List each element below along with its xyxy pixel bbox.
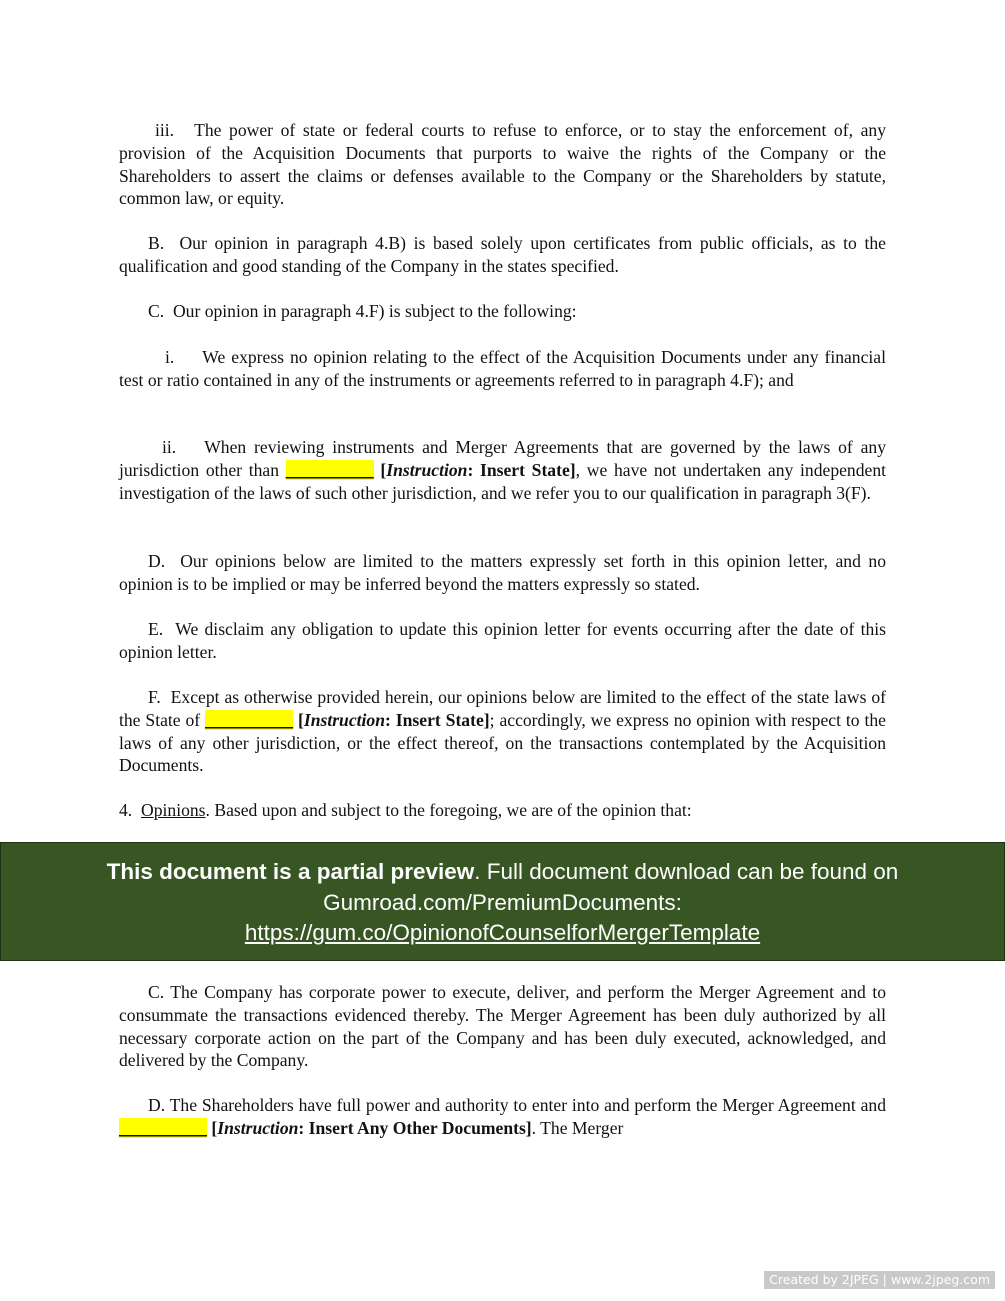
paragraph-text: , we have not undertaken any independent investigation of the laws of such other jurisdiction, and we refer you to our qualification in paragraph 3(F). <box>119 459 887 503</box>
paragraph-text: ; accordingly, we express no opinion with respect to the laws of any other jurisdiction, or the effect thereof, on the transactions contemplated by the Acquisition Documents. <box>119 709 886 776</box>
paragraph-text: When reviewing instruments and Merger Agreements that are governed by the laws of any jurisdiction other than <box>119 437 886 480</box>
paragraph-iii <box>119 119 886 210</box>
paragraph-text: We disclaim any obligation to update this opinion letter for events occurring after the date of this opinion letter. <box>119 619 886 662</box>
list-label: ii. <box>162 437 177 457</box>
list-label: i. <box>165 347 175 367</box>
paragraph-text: The Company has corporate power to execute, deliver, and perform the Merger Agreement and to consummate the transactions evidenced thereby. The Merger Agreement has been duly authorized by all necessary corporate action on the part of the Company and has been duly executed, acknowledged, and delivered by the Company. <box>119 982 886 1071</box>
blank-field: __________ <box>119 1117 207 1138</box>
paragraph-text: Except as otherwise provided herein, our opinions below are limited to the effect of the state laws of the State of <box>119 687 887 730</box>
banner-bold-text: This document is a partial preview <box>106 859 475 884</box>
list-label: C. <box>148 301 165 321</box>
instruction-tag: [Instruction: Insert State] <box>297 709 490 730</box>
list-label: B. <box>148 233 165 253</box>
paragraph-d <box>119 550 886 596</box>
paragraph-text: The power of state or federal courts to refuse to enforce, or to stay the enforcement of, any provision of the Acquisition Documents that purports to waive the rights of the Company or the Shareholders to assert the claims or defenses available to the Company or the Shareholders by statute, common law, or equity. <box>119 120 886 209</box>
paragraph-f <box>119 686 886 777</box>
paragraph-4c <box>119 981 886 1072</box>
preview-banner <box>0 842 1005 961</box>
blank-field: __________ <box>285 459 374 480</box>
paragraph-c <box>119 300 886 323</box>
instruction-tag: [Instruction: Insert Any Other Documents] <box>211 1117 532 1138</box>
paragraph-text: We express no opinion relating to the effect of the Acquisition Documents under any financial test or ratio contained in any of the instruments or agreements referred to in paragraph 4.F); and <box>119 347 886 390</box>
paragraph-text: Our opinion in paragraph 4.F) is subject to the following: <box>172 301 577 321</box>
list-label: iii. <box>155 120 175 140</box>
list-label: F. <box>148 687 161 707</box>
list-label: D. <box>148 551 166 571</box>
watermark-label: Created by 2JPEG | www.2jpeg.com <box>764 1271 995 1289</box>
list-label: D. <box>148 1095 166 1115</box>
section-heading: Opinions <box>141 800 206 820</box>
banner-text: . Full document download can be found on Gumroad.com/PremiumDocuments: <box>323 859 899 915</box>
paragraph-b <box>119 232 886 278</box>
blank-field: __________ <box>205 709 294 730</box>
paragraph-4-opinions <box>119 799 886 822</box>
section-number: 4. <box>119 800 133 820</box>
list-label: C. <box>148 982 165 1002</box>
paragraph-c-ii <box>119 436 886 504</box>
paragraph-text: Our opinions below are limited to the matters expressly set forth in this opinion letter, and no opinion is to be implied or may be inferred beyond the matters expressly so stated. <box>119 551 887 594</box>
download-link[interactable]: https://gum.co/OpinionofCounselforMergerTemplate <box>244 920 761 945</box>
paragraph-4d <box>119 1094 886 1140</box>
list-label: E. <box>148 619 164 639</box>
paragraph-text: . Based upon and subject to the foregoing, we are of the opinion that: <box>205 800 692 820</box>
paragraph-e <box>119 618 886 664</box>
instruction-tag: [Instruction: Insert State] <box>380 459 576 480</box>
paragraph-text: . The Merger <box>531 1117 624 1138</box>
paragraph-text: Our opinion in paragraph 4.B) is based solely upon certificates from public officials, as to the qualification and good standing of the Company in the states specified. <box>119 233 886 276</box>
paragraph-c-i <box>119 346 886 392</box>
paragraph-text: The Shareholders have full power and authority to enter into and perform the Merger Agreement and <box>169 1095 886 1115</box>
